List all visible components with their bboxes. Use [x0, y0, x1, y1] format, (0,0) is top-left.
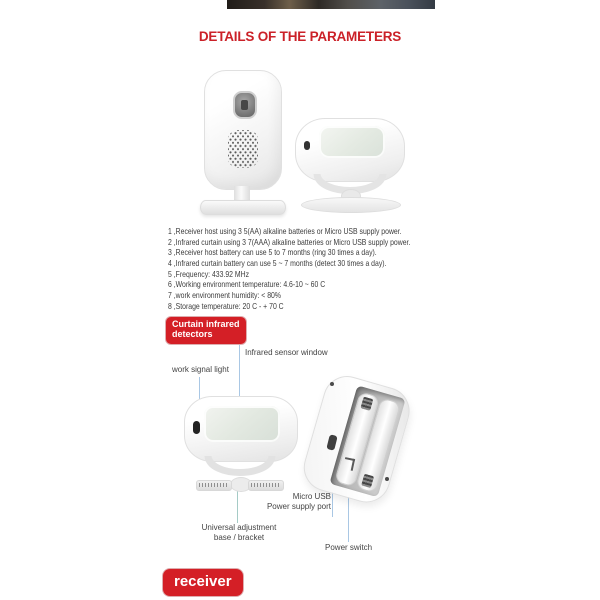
label-power-switch: Power switch: [325, 543, 373, 552]
param-line-6: 6 ,Working environment temperature: 4.6-10 ~ 60 C: [168, 280, 326, 290]
speaker-grille: [228, 130, 258, 168]
ir-window-front: [204, 406, 280, 442]
curtain-sensor-side-illustration: [293, 112, 409, 218]
param-line-1: 1 ,Receiver host using 3 5(AA) alkaline batteries or Micro USB supply power.: [168, 227, 402, 236]
curtain-sensor-front-illustration: [182, 392, 300, 502]
screw-dot-bottom: [385, 477, 389, 481]
call-button-core: [241, 100, 248, 110]
curtain-badge-line1: Curtain infrared: [172, 319, 240, 329]
battery-spring-2: [361, 474, 374, 488]
param-line-8: 8 ,Storage temperature: 20 C - + 70 C: [168, 301, 284, 311]
led-indicator: [304, 141, 310, 150]
curtain-sensor-back-illustration: [297, 376, 427, 506]
sensor-back-tilted-group: [299, 370, 414, 505]
curtain-detectors-badge: [166, 317, 246, 344]
screw-dot-top: [330, 382, 334, 386]
receiver-badge: receiver: [163, 569, 243, 596]
cropped-photo-strip: [227, 0, 435, 9]
bracket-foot-left: [196, 480, 232, 491]
param-line-4: 4 ,Infrared curtain battery can use 5 ~ 7 months (detect 30 times a day).: [168, 259, 387, 269]
label-universal-line1: Universal adjustment: [201, 523, 277, 532]
foot-hatch-right: [251, 483, 281, 487]
curtain-badge-line2: detectors: [172, 328, 213, 339]
label-infrared-sensor-window: Infrared sensor window: [245, 348, 328, 357]
page-title: DETAILS OF THE PARAMETERS: [198, 29, 402, 44]
label-work-signal-light: work signal light: [172, 365, 229, 374]
label-micro-usb-line2: Power supply port: [266, 502, 331, 512]
work-signal-led: [193, 421, 200, 434]
parameters-list: [168, 227, 454, 313]
param-line-2: 2 ,Infrared curtain using 3 7(AAA) alkaline batteries or Micro USB supply power.: [168, 237, 411, 247]
label-micro-usb-line1: Micro USB: [292, 492, 331, 501]
param-line-7: 7 ,work environment humidity: < 80%: [168, 291, 281, 301]
receiver-host-illustration: [204, 68, 288, 216]
label-universal-line2: base / bracket: [213, 533, 265, 542]
receiver-stand-base: [200, 200, 286, 215]
bracket-base: [301, 197, 401, 213]
foot-hatch-left: [199, 483, 229, 487]
ir-window: [319, 126, 385, 158]
label-universal-adjustment-base: [183, 523, 295, 543]
battery-spring-1: [360, 397, 373, 411]
param-line-5: 5 ,Frequency: 433.92 MHz: [168, 269, 250, 279]
call-button: [233, 91, 257, 119]
param-line-3: 3 ,Receiver host battery can use 5 to 7 months (ring 30 times a day).: [168, 248, 377, 258]
bracket-foot-right: [248, 480, 284, 491]
